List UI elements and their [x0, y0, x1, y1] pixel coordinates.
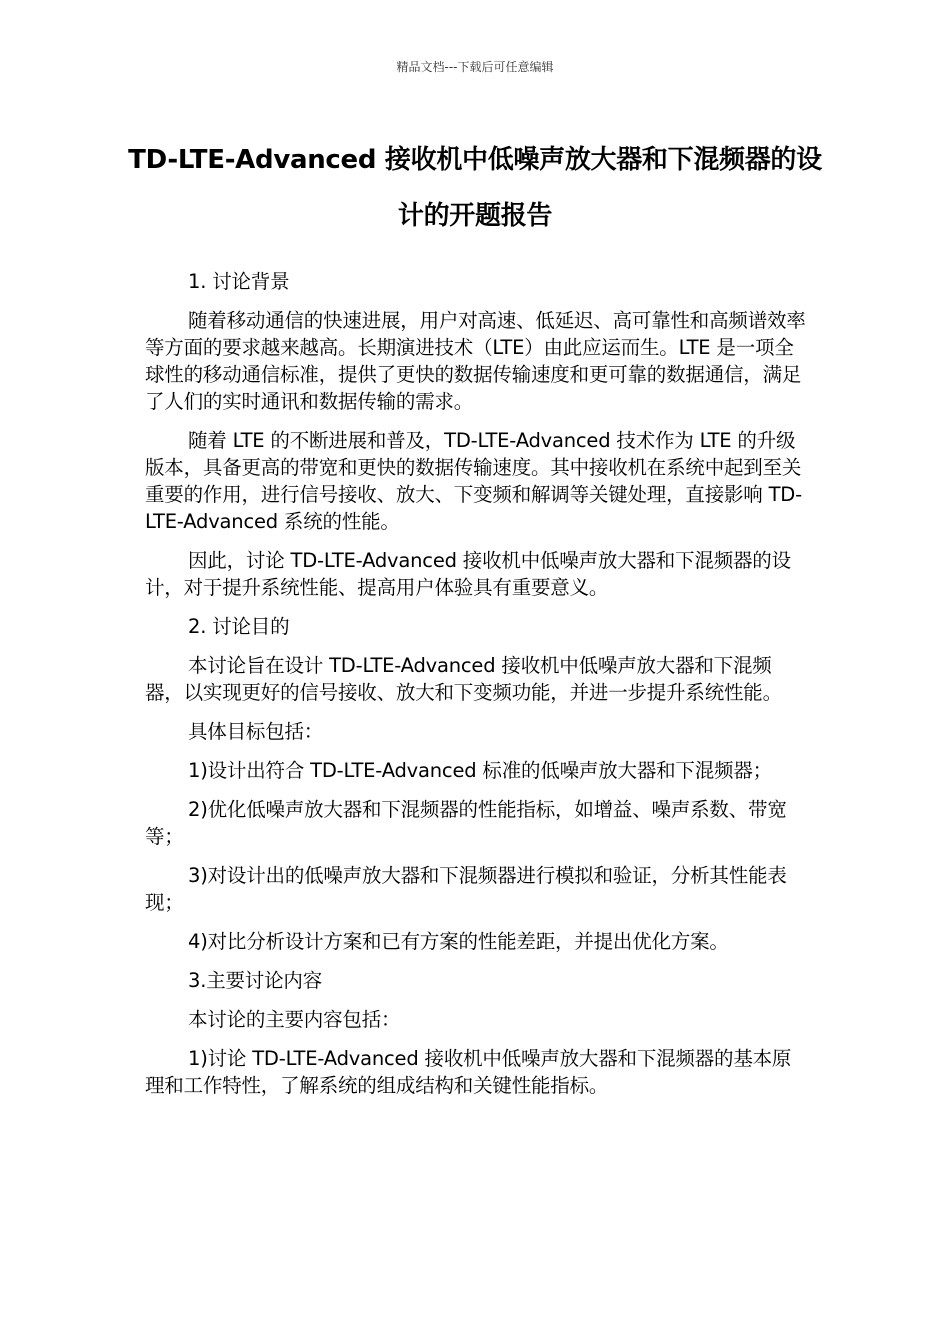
list-item: 1)讨论 TD-LTE-Advanced 接收机中低噪声放大器和下混频器的基本原理和工作特性，了解系统的组成结构和关键性能指标。 — [145, 1047, 792, 1097]
paragraph: 随着移动通信的快速进展，用户对高速、低延迟、高可靠性和高频谱效率等方面的要求越来越高。长期演进技术（LTE）由此应运而生。LTE 是一项全球性的移动通信标准，提供了更快的数据传输速度和更可靠的数据通信，满足了人们的实时通讯和数据传输的需求。 — [145, 309, 806, 413]
section-heading-purpose: 2. 讨论目的 — [188, 615, 290, 638]
list-item: 1)设计出符合 TD-LTE-Advanced 标准的低噪声放大器和下混频器； — [188, 759, 772, 782]
document-body — [145, 268, 807, 1111]
list-item: 3)对设计出的低噪声放大器和下混频器进行模拟和验证，分析其性能表现； — [145, 864, 787, 914]
paragraph: 本讨论的主要内容包括： — [188, 1008, 401, 1031]
paragraph: 具体目标包括： — [188, 720, 324, 743]
list-item: 2)优化低噪声放大器和下混频器的性能指标，如增益、噪声系数、带宽等； — [145, 798, 787, 848]
paragraph: 随着 LTE 的不断进展和普及，TD-LTE-Advanced 技术作为 LTE 的升级版本，具备更高的带宽和更快的数据传输速度。其中接收机在系统中起到至关重要的作用，进行信号接收、放大、下变频和解调等关键处理，直接影响 TD-LTE-Advanced 系统的性能。 — [145, 429, 802, 533]
paragraph: 因此，讨论 TD-LTE-Advanced 接收机中低噪声放大器和下混频器的设计，对于提升系统性能、提高用户体验具有重要意义。 — [145, 549, 791, 599]
header-note: 精品文档---下载后可任意编辑 — [396, 60, 554, 74]
section-heading-content: 3.主要讨论内容 — [188, 969, 323, 992]
paragraph: 本讨论旨在设计 TD-LTE-Advanced 接收机中低噪声放大器和下混频器，以实现更好的信号接收、放大和下变频功能，并进一步提升系统性能。 — [145, 654, 782, 704]
section-heading-background: 1. 讨论背景 — [188, 270, 290, 293]
list-item: 4)对比分析设计方案和已有方案的性能差距，并提出优化方案。 — [188, 930, 729, 953]
document-title: TD-LTE-Advanced 接收机中低噪声放大器和下混频器的设计的开题报告 — [128, 145, 822, 231]
